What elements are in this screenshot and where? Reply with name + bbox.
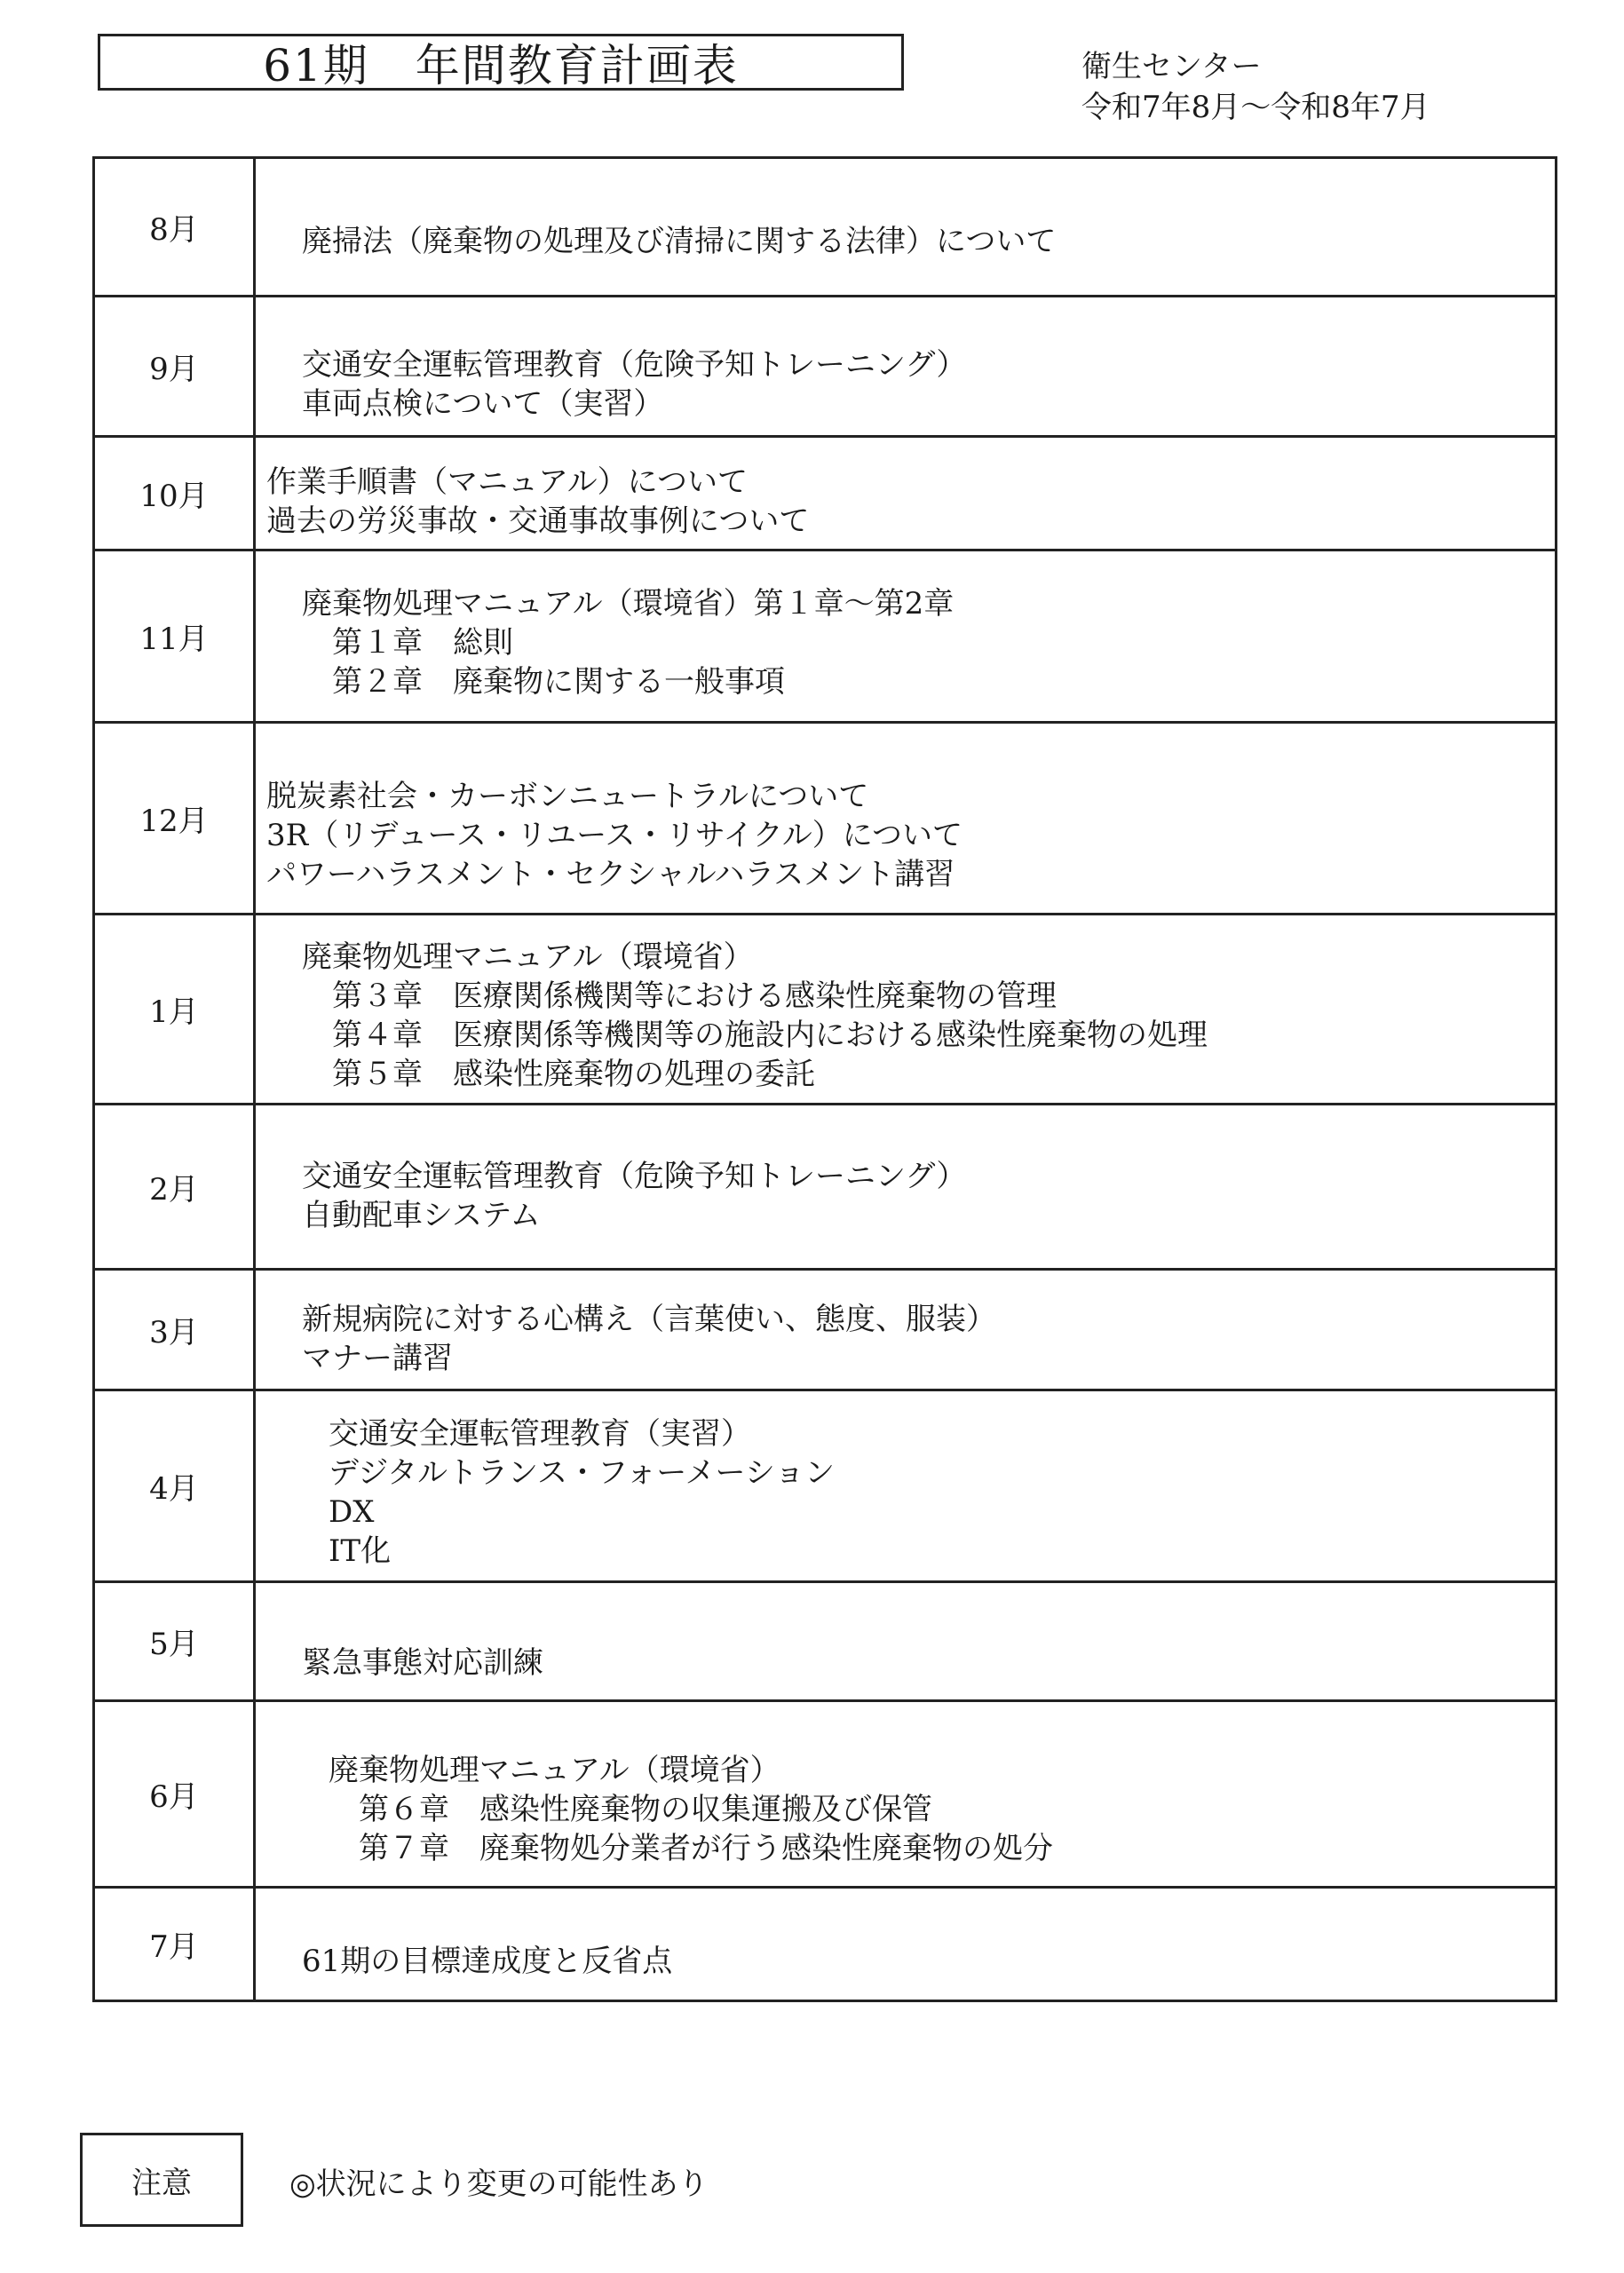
content-line: 自動配車システム bbox=[302, 1197, 541, 1233]
content-line: 緊急事態対応訓練 bbox=[302, 1644, 543, 1681]
education-plan-table bbox=[92, 156, 1557, 2002]
header-info bbox=[1081, 46, 1430, 128]
content-cell bbox=[255, 915, 1557, 1105]
month-cell: 4月 bbox=[94, 1390, 255, 1582]
content-line: DX bbox=[329, 1493, 375, 1530]
content-line: 61期の目標達成度と反省点 bbox=[302, 1943, 673, 1979]
content-line: 3R（リデュース・リユース・リサイクル）について bbox=[266, 817, 963, 853]
content-cell bbox=[255, 1888, 1557, 2001]
table-row bbox=[94, 297, 1557, 437]
content-line: 交通安全運転管理教育（実習） bbox=[329, 1415, 751, 1452]
content-cell bbox=[255, 1701, 1557, 1888]
content-cell bbox=[255, 550, 1557, 723]
content-cell bbox=[255, 1270, 1557, 1390]
content-line: 交通安全運転管理教育（危険予知トレーニング） bbox=[302, 346, 967, 383]
month-cell: 7月 bbox=[94, 1888, 255, 2001]
content-line: 第２章 廃棄物に関する一般事項 bbox=[302, 663, 785, 700]
page-title: 61期 年間教育計画表 bbox=[98, 34, 904, 91]
table-row bbox=[94, 437, 1557, 550]
table-row bbox=[94, 158, 1557, 297]
content-line: 第７章 廃棄物処分業者が行う感染性廃棄物の処分 bbox=[329, 1830, 1053, 1866]
month-cell: 8月 bbox=[94, 158, 255, 297]
content-line: 脱炭素社会・カーボンニュートラルについて bbox=[266, 778, 869, 814]
note-label: 注意 bbox=[80, 2133, 243, 2227]
content-line: 過去の労災事故・交通事故事例について bbox=[266, 503, 810, 539]
content-cell bbox=[255, 158, 1557, 297]
content-cell bbox=[255, 723, 1557, 915]
month-cell: 5月 bbox=[94, 1582, 255, 1701]
table-row bbox=[94, 550, 1557, 723]
month-cell: 2月 bbox=[94, 1105, 255, 1270]
note-text: ◎状況により変更の可能性あり bbox=[289, 2166, 709, 2202]
content-line: IT化 bbox=[329, 1532, 392, 1569]
content-line: 第１章 総則 bbox=[302, 624, 513, 661]
table-row bbox=[94, 723, 1557, 915]
month-cell: 12月 bbox=[94, 723, 255, 915]
month-cell: 1月 bbox=[94, 915, 255, 1105]
table-row bbox=[94, 1888, 1557, 2001]
content-line: 廃棄物処理マニュアル（環境省）第１章～第2章 bbox=[302, 585, 955, 622]
content-line: デジタルトランス・フォーメーション bbox=[329, 1454, 836, 1491]
table-row bbox=[94, 915, 1557, 1105]
content-line: 交通安全運転管理教育（危険予知トレーニング） bbox=[302, 1158, 967, 1194]
month-cell: 6月 bbox=[94, 1701, 255, 1888]
month-cell: 11月 bbox=[94, 550, 255, 723]
content-line: 第３章 医療関係機関等における感染性廃棄物の管理 bbox=[302, 978, 1057, 1014]
content-cell bbox=[255, 297, 1557, 437]
plan-period: 令和7年8月～令和8年7月 bbox=[1081, 90, 1430, 125]
table-row bbox=[94, 1582, 1557, 1701]
content-cell bbox=[255, 1582, 1557, 1701]
content-cell bbox=[255, 437, 1557, 550]
table-row bbox=[94, 1390, 1557, 1582]
content-line: 廃棄物処理マニュアル（環境省） bbox=[302, 939, 754, 975]
content-line: 新規病院に対する心構え（言葉使い、態度、服装） bbox=[302, 1301, 996, 1337]
month-cell: 10月 bbox=[94, 437, 255, 550]
content-line: マナー講習 bbox=[302, 1340, 453, 1376]
content-line: 廃棄物処理マニュアル（環境省） bbox=[329, 1752, 780, 1788]
table-row bbox=[94, 1105, 1557, 1270]
table-row bbox=[94, 1270, 1557, 1390]
content-cell bbox=[255, 1105, 1557, 1270]
content-line: 第５章 感染性廃棄物の処理の委託 bbox=[302, 1056, 815, 1092]
table-row bbox=[94, 1701, 1557, 1888]
month-cell: 9月 bbox=[94, 297, 255, 437]
content-line: 作業手順書（マニュアル）について bbox=[266, 463, 748, 500]
month-cell: 3月 bbox=[94, 1270, 255, 1390]
organization-name: 衛生センター bbox=[1081, 49, 1262, 84]
content-cell bbox=[255, 1390, 1557, 1582]
content-line: パワーハラスメント・セクシャルハラスメント講習 bbox=[266, 856, 955, 892]
content-line: 車両点検について（実習） bbox=[302, 385, 664, 422]
content-line: 廃掃法（廃棄物の処理及び清掃に関する法律）について bbox=[302, 223, 1057, 259]
content-line: 第４章 医療関係等機関等の施設内における感染性廃棄物の処理 bbox=[302, 1017, 1208, 1053]
content-line: 第６章 感染性廃棄物の収集運搬及び保管 bbox=[329, 1791, 932, 1827]
